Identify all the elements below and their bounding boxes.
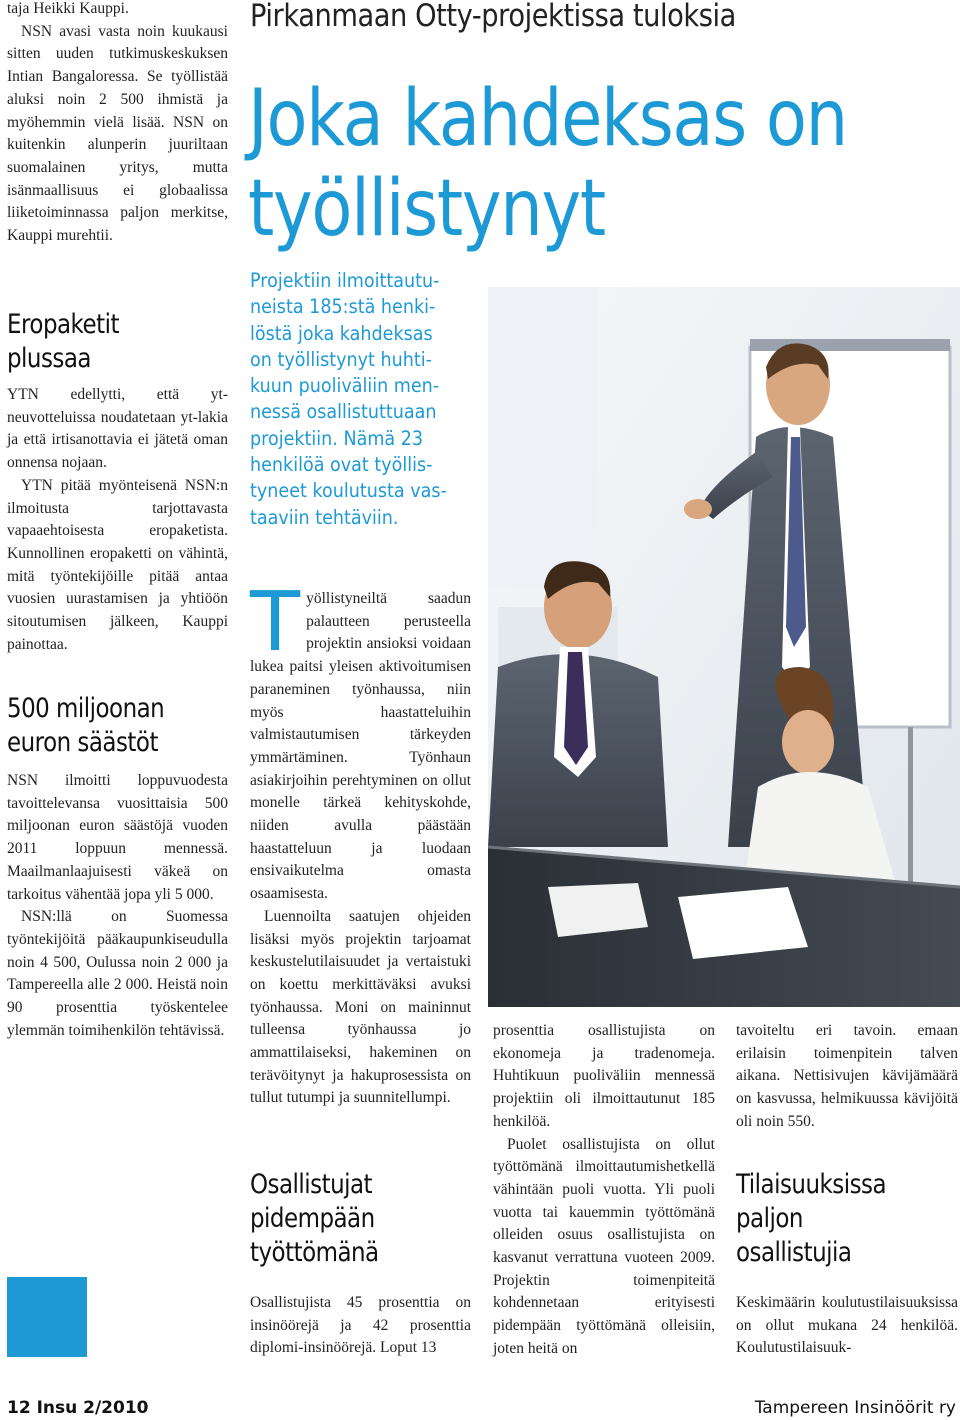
headline-line-2: työllistynyt bbox=[248, 164, 605, 254]
meeting-illustration bbox=[488, 287, 960, 1007]
footer-publisher: Tampereen Insinöörit ry bbox=[754, 1398, 956, 1418]
headline bbox=[248, 74, 847, 254]
column-1-part-2 bbox=[7, 384, 228, 656]
column-4 bbox=[736, 1020, 958, 1134]
col4-paragraph-1: tavoiteltu eri tavoin. emaan erilaisin toimenpitein talven aikana. Nettisivujen kävijämäärä on kasvussa, helmikuussa kävijöitä oli noin 550. bbox=[736, 1022, 958, 1130]
column-4-part-2 bbox=[736, 1292, 958, 1360]
meeting-photo bbox=[488, 287, 960, 1007]
column-3 bbox=[493, 1020, 715, 1361]
col1-paragraph-3: YTN pitää myönteisenä NSN:n ilmoitusta tarjottavasta vapaaehtoisesta eropaketista. Kunnollinen eropaketti on vähintä, mitä työntekijöille pitää antaa vuosien uurastamisen ja yhtiöön sitoutumisen jälkeen, Kauppi painottaa. bbox=[7, 476, 228, 653]
col3-paragraph-2: Puolet osallistujista on ollut työttömänä ilmoittautumishetkellä vähintään puoli vuotta. Yli puoli vuotta tai kauemmin työttömänä olleiden osuus osallistujista on kasvanut verrattuna vuoteen 2009. Projektin toimenpiteitä kohdennetaan erityisesti pidempään työttömänä olleisiin, joten heitä on bbox=[493, 1135, 715, 1357]
headline-line-1: Joka kahdeksas on bbox=[248, 74, 847, 164]
col4-paragraph-2: Keskimäärin koulutustilaisuuksissa on ollut mukana 24 henkilöä. Koulutustilaisuuk- bbox=[736, 1294, 958, 1357]
col1-subheading-500-miljoonan: 500 miljoonan euron säästöt bbox=[7, 693, 165, 758]
footer-page-info: 12 Insu 2/2010 bbox=[7, 1398, 149, 1418]
col1-paragraph-5: NSN:llä on Suomessa työntekijöitä pääkaupunkiseudulla noin 4 500, Oulussa noin 2 000 ja Tampereella alle 2 000. Heistä noin 90 prosenttia työskentelee ylemmän toimihenkilön tehtävissä. bbox=[7, 908, 228, 1039]
decorative-blue-square bbox=[7, 1277, 87, 1357]
col2-paragraph-3: Osallistujista 45 prosenttia on insinöörejä ja 42 prosenttia diplomi-insinöörejä. Loput 13 bbox=[250, 1294, 471, 1357]
column-2 bbox=[250, 575, 471, 1110]
drop-cap: T bbox=[250, 575, 301, 670]
col3-paragraph-1: prosenttia osallistujista on ekonomeja ja tradenomeja. Huhtikuun puoliväliin mennessä projektiin oli ilmoittautunut 185 henkilöä. bbox=[493, 1022, 715, 1130]
col1-subheading-eropaketit: Eropaketit plussaa bbox=[7, 309, 119, 374]
col1-paragraph-4: NSN ilmoitti loppuvuodesta tavoittelevansa vuosittaisia 500 miljoonan euron säästöjä vuoden 2011 loppuun mennessä. Maailmanlaajuisesti väkeä on tarkoitus vähentää jopa yli 5 000. bbox=[7, 772, 228, 903]
col1-paragraph-2: YTN edellytti, että yt-neuvotteluissa noudatetaan yt-lakia ja että irtisanottavia ei jätetä oman onnensa nojaan. bbox=[7, 386, 228, 472]
lead: Projektiin ilmoittautu- neista 185:stä henki- löstä joka kahdeksas on työllistynyt huhti- kuun puoliväliin men- nessä osallistuttuaan projektiin. Nämä 23 henkilöä ovat työllis- tyneet koulutusta vas- taaviin tehtäviin. bbox=[250, 269, 447, 529]
col2-subheading: Osallistujat pidempään työttömänä bbox=[250, 1169, 379, 1268]
col4-subheading: Tilaisuuksissa paljon osallistujia bbox=[736, 1169, 887, 1268]
kicker: Pirkanmaan Otty-projektissa tuloksia bbox=[250, 0, 736, 34]
column-1-part-3 bbox=[7, 770, 228, 1042]
column-1 bbox=[7, 0, 228, 248]
col2-paragraph-2: Luennoilta saatujen ohjeiden lisäksi myös projektin tarjoamat keskustelutilaisuudet ja vertaistuki on koettu merkittäväksi avuksi työnhaussa. Moni on maininnut tulleensa työnhaussa jo ammattilaiseksi, hakeminen on terävöitynyt ja hakuprosessista on tullut tutumpi ja suunnitellumpi. bbox=[250, 907, 471, 1107]
col1-paragraph-1: NSN avasi vasta noin kuukausi sitten uuden tutkimuskeskuksen Intian Bangaloressa. Se työllistää aluksi noin 2 500 ihmistä ja myöhemmin vielä lisää. NSN on kuitenkin alunperin juuriltaan suomalainen yritys, mutta isänmaallisuus ei globaalissa liiketoiminnassa paljon merkitse, Kauppi murehtii. bbox=[7, 22, 228, 245]
col1-intro: taja Heikki Kauppi. bbox=[7, 0, 129, 17]
column-2-part-2 bbox=[250, 1292, 471, 1360]
col2-paragraph-1: Työllistyneiltä saadun palautteen perusteella projektin ansioksi voidaan lukea paitsi yleisen aktivoitumisen paraneminen työnhaussa, niin myös haastatteluihin valmistautumisen tärkeyden ymmärtäminen. Työnhaun asiakirjoihin perehtyminen on ollut monelle tärkeä kehityskohde, niiden avulla päästään haastatteluun ja luodaan ensivaikutelma omasta osaamisesta. bbox=[250, 575, 471, 903]
